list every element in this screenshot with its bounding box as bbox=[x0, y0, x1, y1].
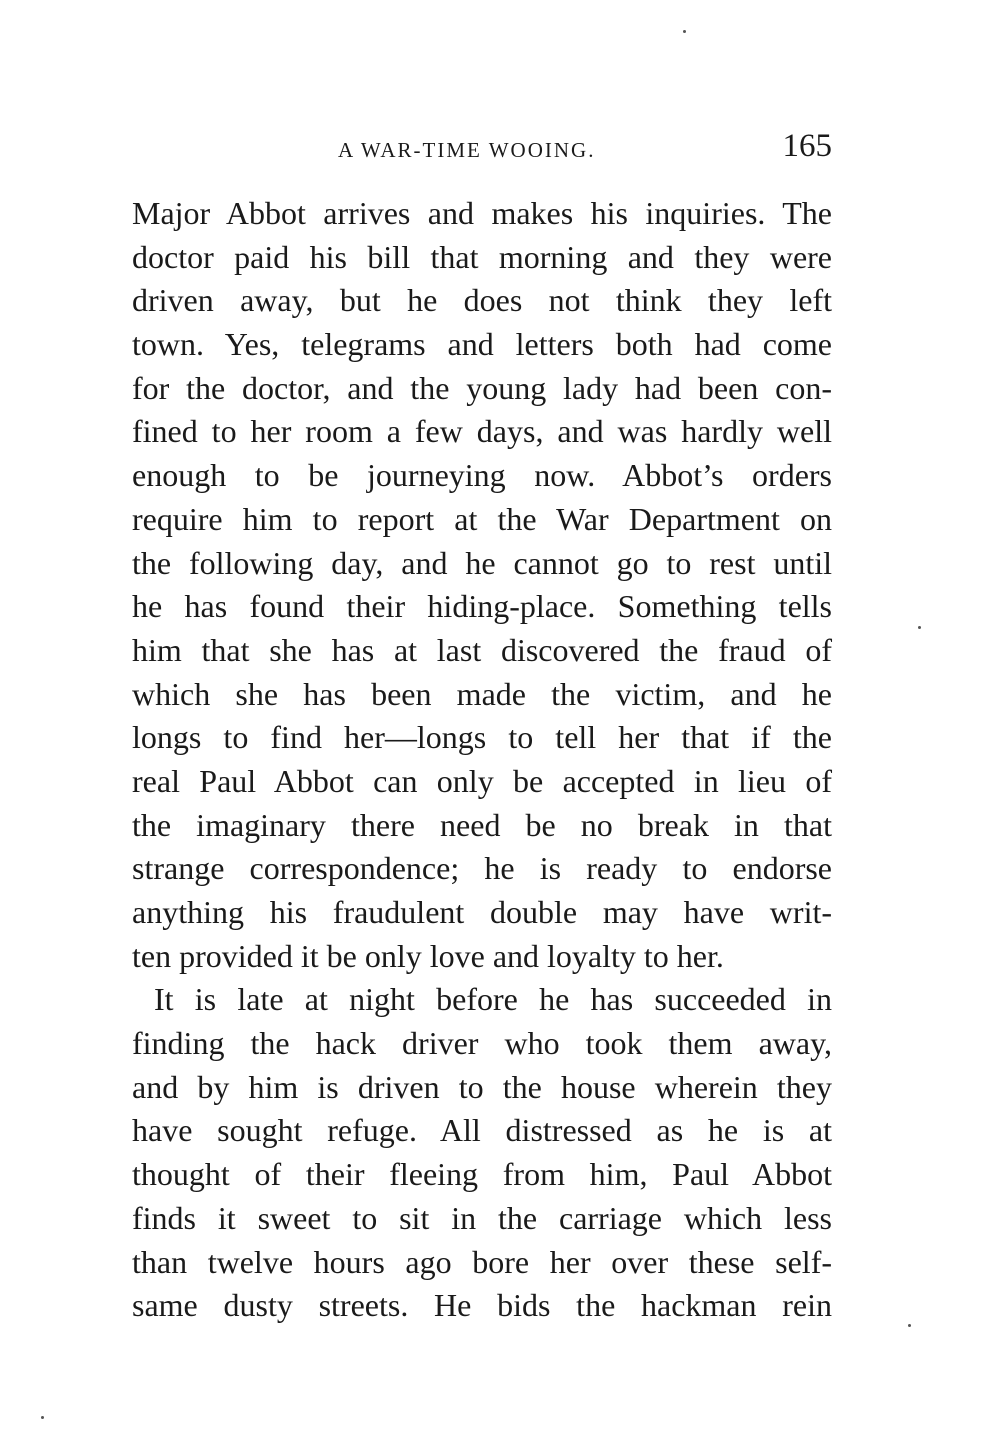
text-line: anything his fraudulent double may have writ- bbox=[132, 894, 832, 930]
text-line: longs to find her—longs to tell her that if the bbox=[132, 719, 832, 756]
text-line: enough to be journeying now. Abbot’s orders bbox=[132, 457, 832, 494]
text-line: him that she has at last discovered the fraud of bbox=[132, 631, 832, 668]
page-number: 165 bbox=[782, 128, 832, 164]
paper-speck bbox=[908, 1324, 911, 1327]
text-line: the following day, and he cannot go to rest until bbox=[132, 544, 832, 581]
text-line: the imaginary there need be no break in that bbox=[132, 806, 832, 843]
text-line: Major Abbot arrives and makes his inquiries. The bbox=[132, 195, 832, 231]
text-line: real Paul Abbot can only be accepted in lieu of bbox=[132, 762, 832, 799]
paper-speck bbox=[918, 626, 921, 629]
text-line: ten provided it be only love and loyalty to her. bbox=[132, 937, 724, 974]
paragraph-1 bbox=[132, 192, 832, 978]
text-line: driven away, but he does not think they left bbox=[132, 282, 832, 319]
text-line: town. Yes, telegrams and letters both had come bbox=[132, 326, 832, 363]
paper-speck bbox=[683, 30, 686, 33]
text-line: It is late at night before he has succeeded in bbox=[154, 981, 832, 1018]
text-line: thought of their fleeing from him, Paul Abbot bbox=[132, 1156, 832, 1193]
paper-speck bbox=[41, 1416, 44, 1419]
text-line: which she has been made the victim, and he bbox=[132, 675, 832, 712]
text-line: he has found their hiding-place. Something tells bbox=[132, 588, 832, 625]
text-line: than twelve hours ago bore her over these self- bbox=[132, 1243, 832, 1280]
text-line: finds it sweet to sit in the carriage which less bbox=[132, 1199, 832, 1236]
text-line: require him to report at the War Department on bbox=[132, 500, 832, 537]
text-line: same dusty streets. He bids the hackman rein bbox=[132, 1287, 832, 1324]
running-head bbox=[132, 128, 832, 172]
text-line: finding the hack driver who took them away, bbox=[132, 1025, 832, 1062]
text-line: for the doctor, and the young lady had been con- bbox=[132, 369, 832, 406]
text-line: and by him is driven to the house wherein they bbox=[132, 1068, 832, 1105]
text-line: strange correspondence; he is ready to endorse bbox=[132, 850, 832, 887]
text-line: fined to her room a few days, and was hardly well bbox=[132, 413, 832, 450]
running-title: A WAR-TIME WOOING. bbox=[338, 138, 596, 162]
paragraph-2 bbox=[132, 978, 832, 1328]
text-line: doctor paid his bill that morning and they were bbox=[132, 238, 832, 275]
body-text bbox=[132, 192, 832, 1328]
text-line: have sought refuge. All distressed as he is at bbox=[132, 1112, 832, 1149]
